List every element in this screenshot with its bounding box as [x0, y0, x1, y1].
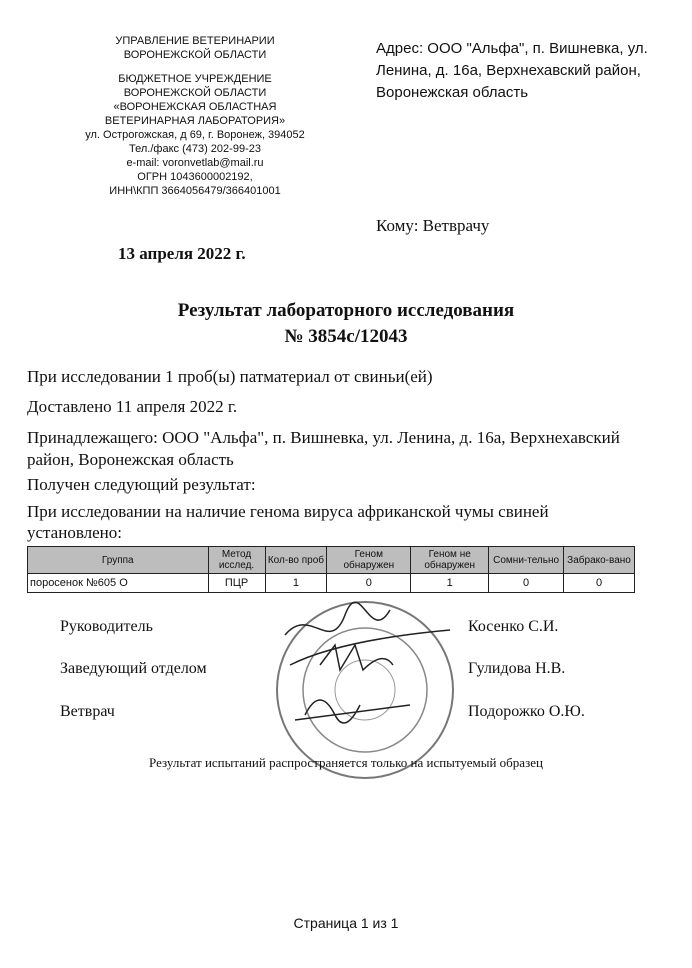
document-date: 13 апреля 2022 г.	[118, 244, 246, 263]
recipient: Кому: Ветврачу	[376, 216, 490, 235]
column-header: Группа	[28, 547, 209, 574]
header-line: УПРАВЛЕНИЕ ВЕТЕРИНАРИИ	[115, 35, 275, 47]
cell: 0	[489, 574, 564, 593]
paragraph: При исследовании 1 проб(ы) патматериал от свиньи(ей)	[27, 367, 433, 386]
organization-header	[60, 34, 330, 198]
column-header: Кол-во проб	[265, 547, 327, 574]
title-line: Результат лабораторного исследования	[177, 300, 515, 321]
cell: 0	[564, 574, 635, 593]
column-header: Забрако-вано	[564, 547, 635, 574]
header-line: Тел./факс (473) 202-99-23	[129, 143, 261, 155]
signature-role: Ветврач	[60, 703, 115, 720]
column-header: Геном обнаружен	[327, 547, 411, 574]
header-line: ИНН\КПП 3664056479/366401001	[109, 185, 281, 197]
header-line: ВЕТЕРИНАРНАЯ ЛАБОРАТОРИЯ»	[104, 115, 286, 127]
header-line: ВОРОНЕЖСКОЙ ОБЛАСТИ	[123, 87, 267, 99]
cell: поросенок №605 О	[28, 574, 209, 593]
cell: 0	[327, 574, 411, 593]
header-line: e-mail: voronvetlab@mail.ru	[126, 157, 264, 169]
header-line: ОГРН 1043600002192,	[137, 171, 253, 183]
signature-mark	[320, 645, 393, 670]
header-line: БЮДЖЕТНОЕ УЧРЕЖДЕНИЕ	[118, 73, 272, 85]
document-title	[0, 298, 692, 350]
header-line: «ВОРОНЕЖСКАЯ ОБЛАСТНАЯ	[113, 101, 277, 113]
footer-note: Результат испытаний распространяется только на испытуемый образец	[149, 755, 543, 770]
page-number: Страница 1 из 1	[293, 915, 399, 931]
column-header: Метод исслед.	[208, 547, 265, 574]
table-row	[28, 574, 635, 593]
signature-role: Руководитель	[60, 618, 153, 635]
header-line	[60, 62, 330, 72]
column-header: Геном не обнаружен	[411, 547, 489, 574]
address: Адрес: ООО "Альфа", п. Вишневка, ул. Ленина, д. 16а, Верхнехавский район, Воронежская область	[376, 40, 648, 101]
signature-mark	[295, 700, 410, 723]
header-line: ВОРОНЕЖСКОЙ ОБЛАСТИ	[123, 49, 267, 61]
paragraph: Доставлено 11 апреля 2022 г.	[27, 397, 238, 416]
header-line: ул. Острогожская, д 69, г. Воронеж, 394052	[85, 129, 305, 141]
signature-role: Заведующий отделом	[60, 660, 207, 677]
paragraph: Принадлежащего: ООО "Альфа", п. Вишневка, ул. Ленина, д. 16а, Верхнехавский район, Воронежская область	[27, 428, 620, 469]
signature-name: Гулидова Н.В.	[468, 660, 566, 677]
paragraph: Получен следующий результат:	[27, 475, 256, 494]
signature-name: Подорожко О.Ю.	[468, 703, 585, 720]
signature-name: Косенко С.И.	[468, 618, 559, 635]
column-header: Сомни-тельно	[489, 547, 564, 574]
results-table	[27, 546, 635, 593]
cell: 1	[411, 574, 489, 593]
cell: ПЦР	[208, 574, 265, 593]
cell: 1	[265, 574, 327, 593]
table-header-row	[28, 547, 635, 574]
paragraph: При исследовании на наличие генома вируса африканской чумы свиней установлено:	[27, 502, 549, 542]
document-number: № 3854с/12043	[284, 326, 408, 347]
signature-mark	[285, 602, 450, 665]
